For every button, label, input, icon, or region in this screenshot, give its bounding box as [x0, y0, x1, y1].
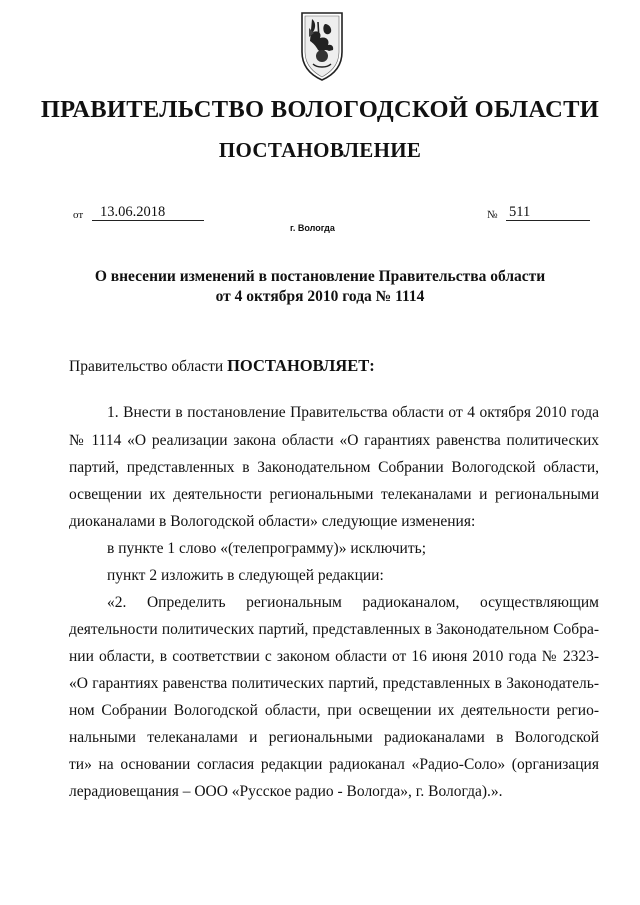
resolution-verb: ПОСТАНОВЛЯЕТ: [227, 356, 375, 375]
government-title: ПРАВИТЕЛЬСТВО ВОЛОГОДСКОЙ ОБЛАСТИ [40, 96, 600, 123]
body-line: № 1114 «О реализации закона области «О гарантиях равенства политических [69, 432, 599, 449]
body-line: ном Собрании Вологодской области, при освещении их деятельности регио- [69, 702, 599, 719]
document-subject [90, 267, 550, 307]
subject-line-2: от 4 октября 2010 года № 1114 [215, 288, 425, 305]
body-line: 1. Внести в постановление Правительства области от 4 октября 2010 года [107, 404, 599, 421]
resolution-statement [69, 356, 375, 376]
body-line: деятельности политических партий, представленных в Законодательном Собра- [69, 621, 599, 638]
body-line: нальными телеканалами и региональными радиоканалами в Вологодской [69, 729, 599, 746]
date-label: от [73, 209, 84, 221]
document-date: 13.06.2018 [92, 205, 204, 221]
resolution-lead: Правительство области [69, 358, 228, 375]
number-label: № [487, 209, 498, 221]
body-line: «О гарантиях равенства политических партий, представленных в Законодатель- [69, 675, 599, 692]
body-line: в пункте 1 слово «(телепрограмму)» исключить; [107, 540, 426, 557]
city-name: г. Вологда [290, 223, 335, 233]
subject-line-1: О внесении изменений в постановление Правительства области [94, 268, 546, 285]
body-line: лерадиовещания – ООО «Русское радио - Вологда», г. Вологда).». [69, 783, 503, 800]
body-line: диоканалами в Вологодской области» следующие изменения: [69, 513, 476, 530]
body-line: нии области, в соответствии с законом области от 16 июня 2010 года № 2323- [69, 648, 599, 665]
body-line: освещении их деятельности региональными телеканалами и региональными [69, 486, 599, 503]
body-line: партий, представленных в Законодательном Собрании Вологодской области, [69, 459, 599, 476]
document-number: 511 [506, 205, 590, 221]
body-line: «2. Определить региональным радиоканалом, осуществляющим [107, 594, 599, 611]
body-line: пункт 2 изложить в следующей редакции: [107, 567, 384, 584]
document-type: ПОСТАНОВЛЕНИЕ [218, 138, 422, 162]
coat-of-arms-icon [298, 10, 346, 82]
body-line: ти» на основании согласия редакции радиоканал «Радио-Соло» (организация [69, 756, 599, 773]
